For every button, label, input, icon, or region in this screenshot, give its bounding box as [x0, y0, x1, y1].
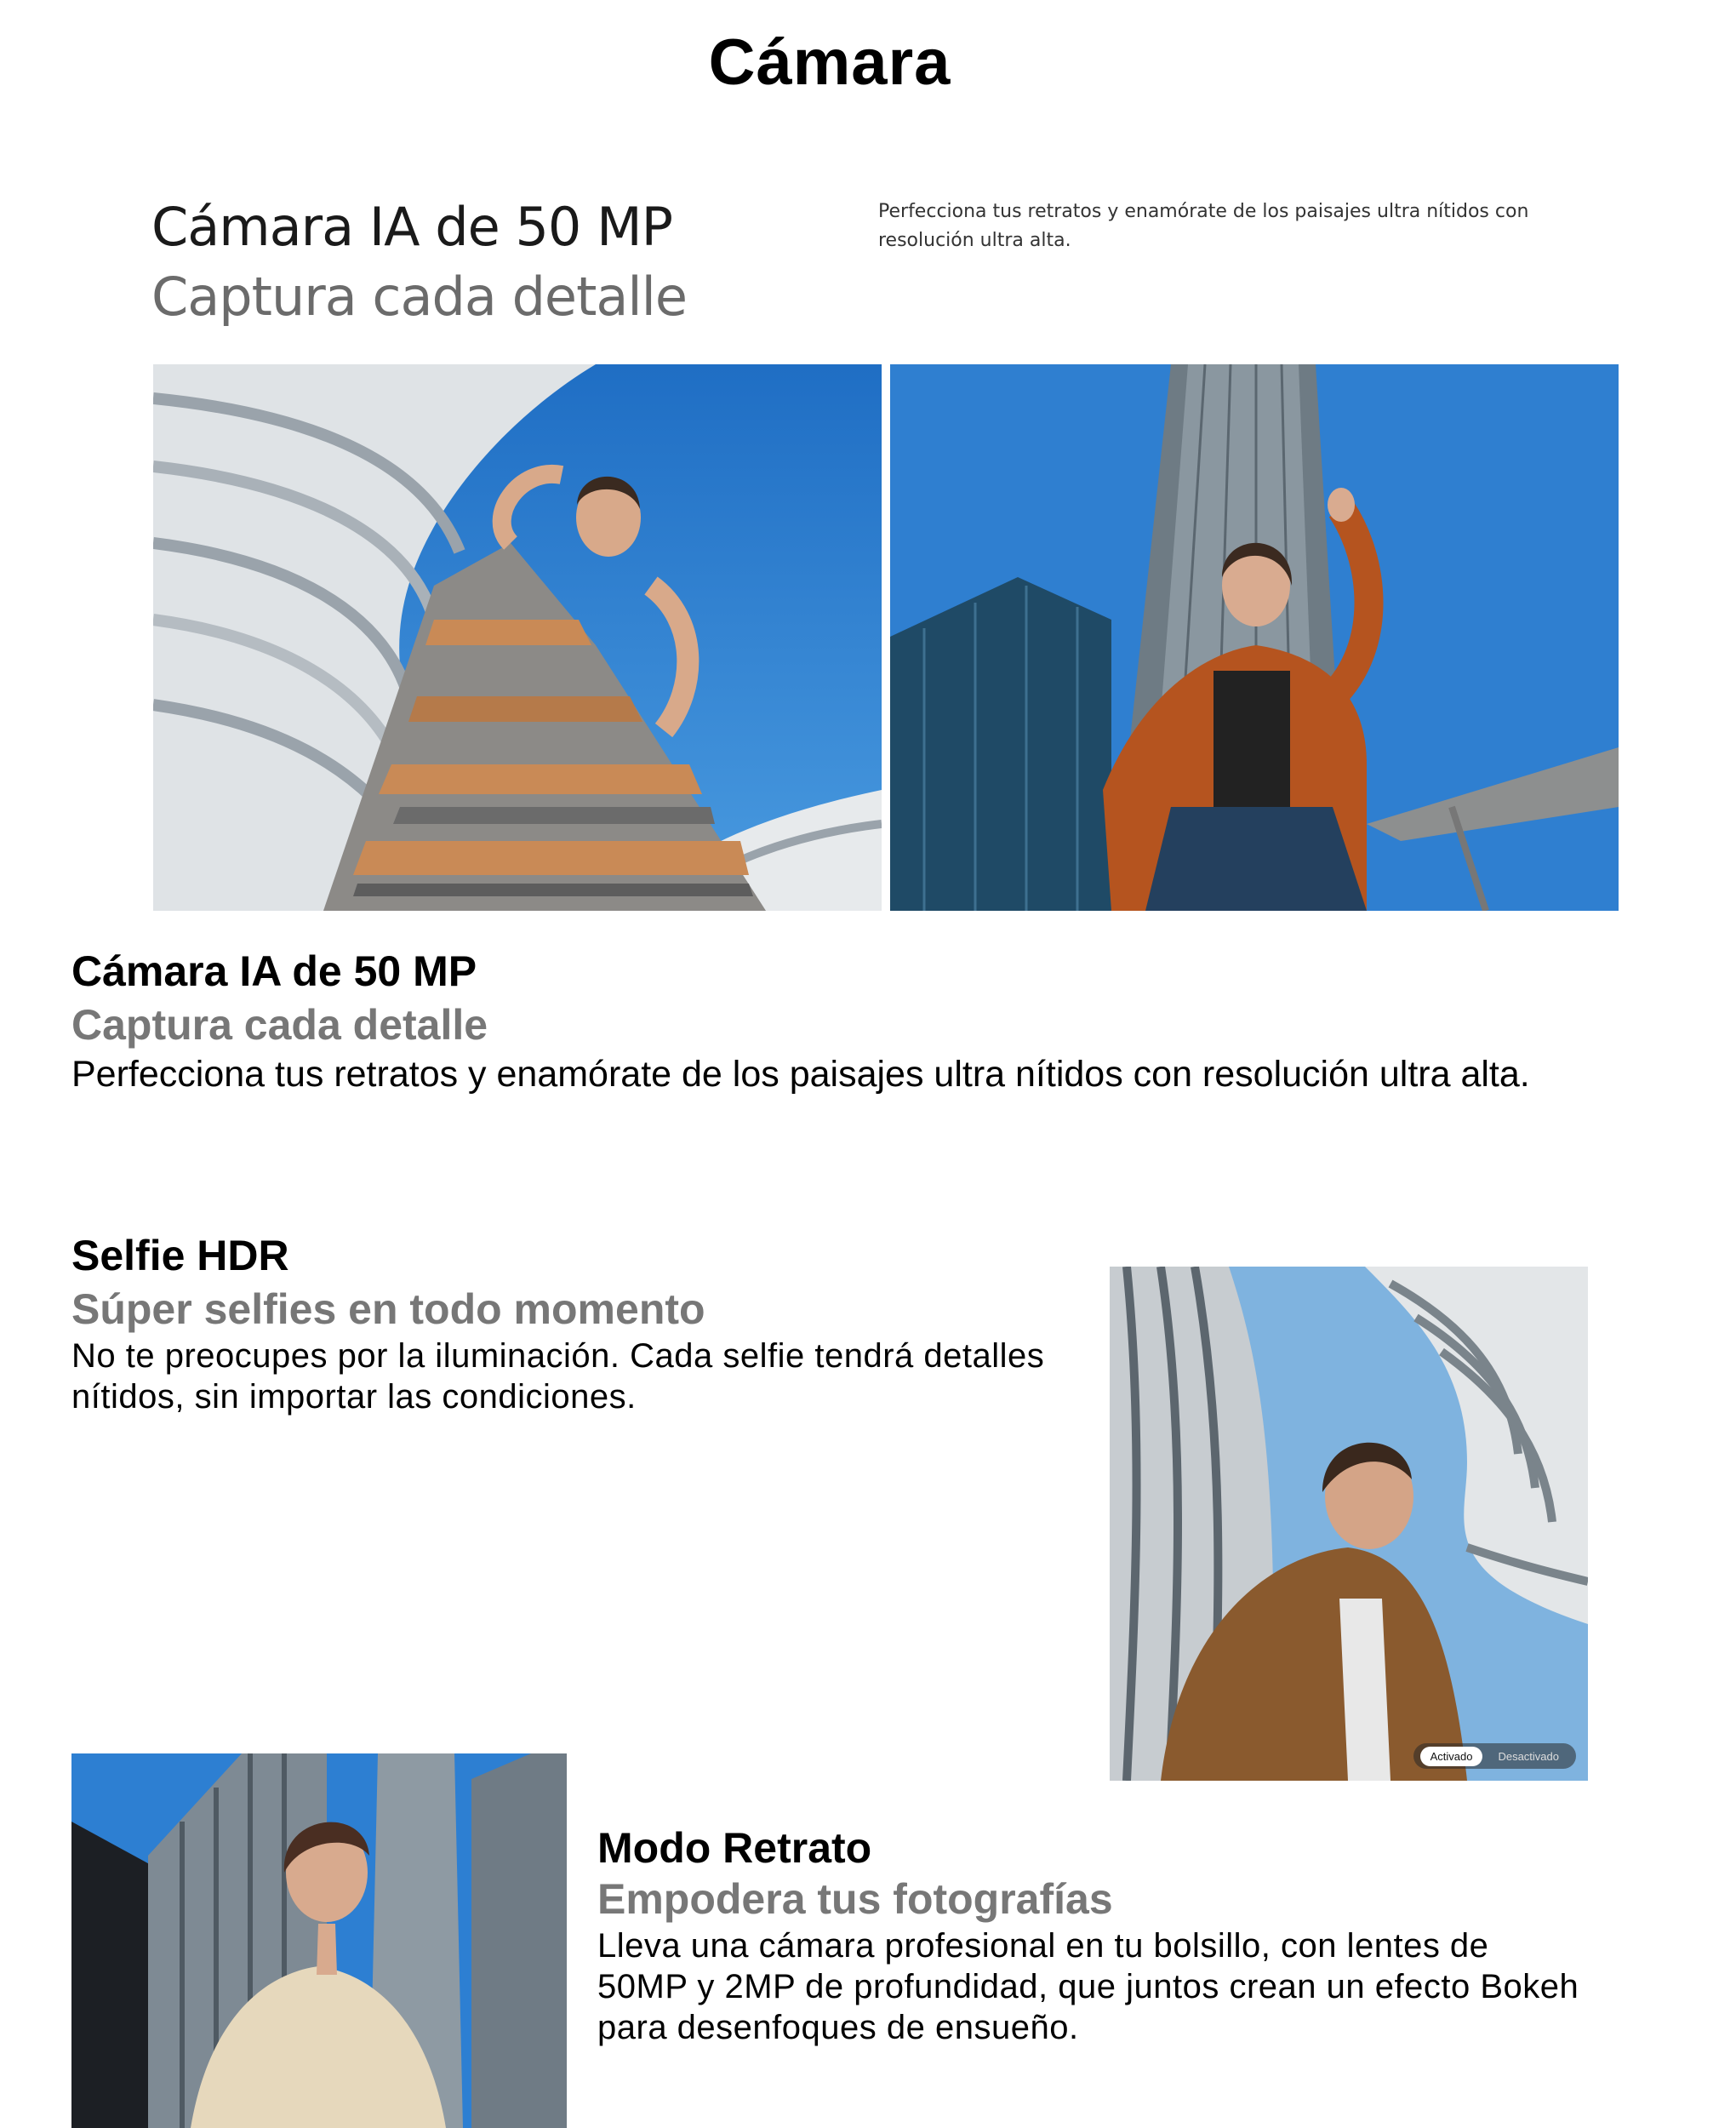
selfie-section-body: No te preocupes por la iluminación. Cada selfie tendrá detalles nítidos, sin importar las condiciones.: [71, 1337, 1045, 1416]
hdr-toggle-on[interactable]: Activado: [1420, 1747, 1483, 1766]
portrait-section-subtitle: Empodera tus fotografías: [597, 1875, 1113, 1923]
photo-woman-orange-jacket: [890, 364, 1619, 911]
camera-section-subtitle: Captura cada detalle: [71, 1001, 488, 1049]
hdr-toggle-off[interactable]: Desactivado: [1498, 1749, 1559, 1763]
banner-description: Perfecciona tus retratos y enamórate de los paisajes ultra nítidos con resolución ultra alta.: [878, 201, 1529, 251]
selfie-section-subtitle: Súper selfies en todo momento: [71, 1285, 705, 1333]
photo-woman-striped-dress: [153, 364, 882, 911]
camera-section-title: Cámara IA de 50 MP: [71, 947, 477, 995]
hdr-toggle[interactable]: [1413, 1743, 1576, 1769]
portrait-section-body: Lleva una cámara profesional en tu bolsillo, con lentes de 50MP y 2MP de profundidad, que juntos crean un efecto Bokeh para desenfoques de ensueño.: [597, 1927, 1579, 2046]
photo-selfie-hdr: [1110, 1267, 1588, 1781]
selfie-section-title: Selfie HDR: [71, 1232, 289, 1279]
photo-portrait-mode: [71, 1753, 567, 2128]
portrait-section-title: Modo Retrato: [597, 1824, 872, 1872]
banner-subtitle: Captura cada detalle: [151, 266, 687, 328]
page-title: Cámara: [708, 26, 951, 99]
camera-section-body: Perfecciona tus retratos y enamórate de los paisajes ultra nítidos con resolución ultra alta.: [71, 1054, 1530, 1095]
banner-title: Cámara IA de 50 MP: [151, 196, 672, 258]
